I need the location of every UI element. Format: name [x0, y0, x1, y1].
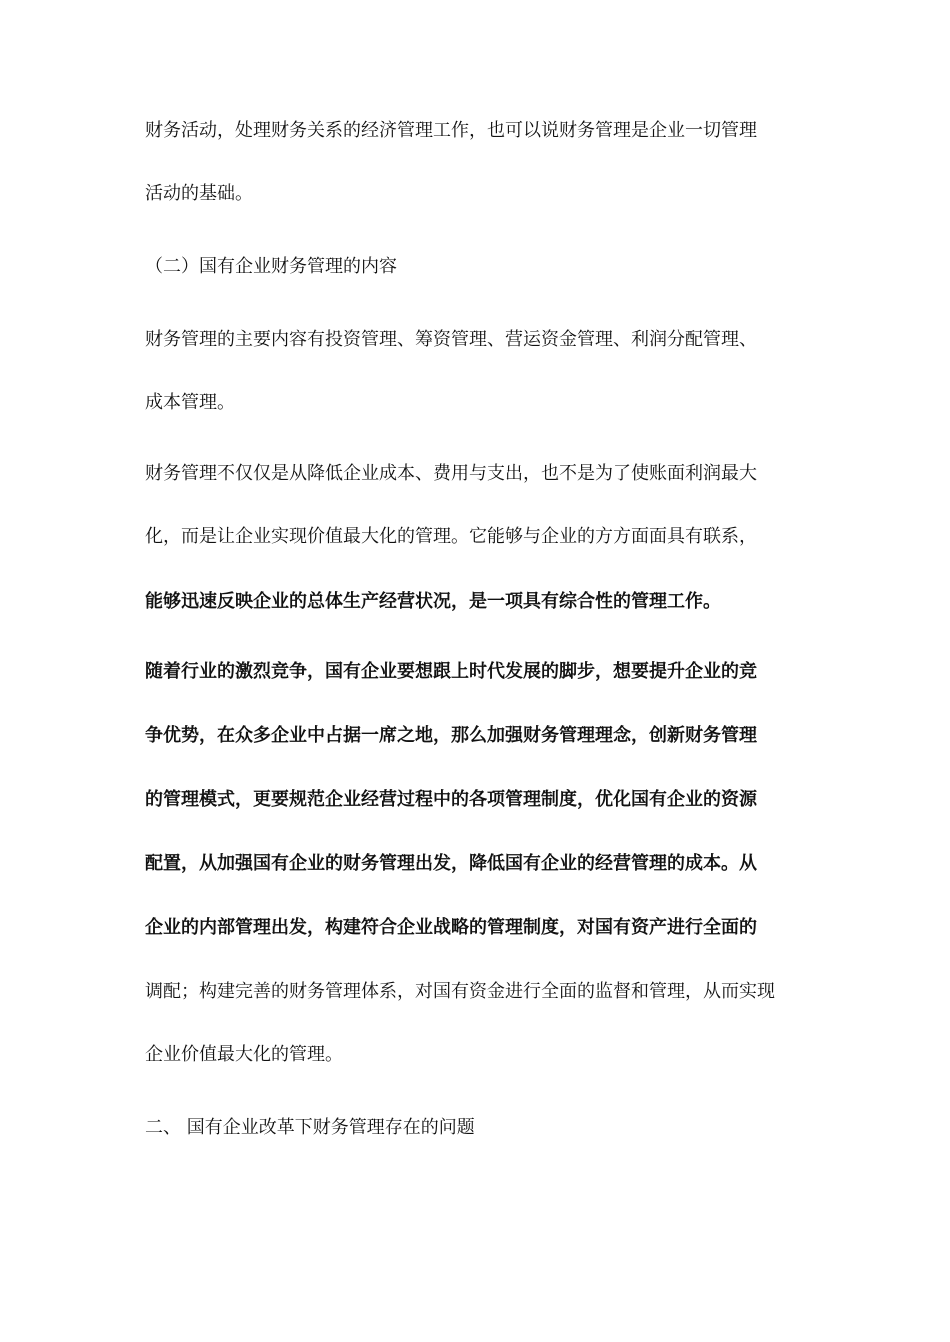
- body-text-line: 财务管理的主要内容有投资管理、筹资管理、营运资金管理、利润分配管理、: [145, 329, 757, 350]
- body-text-line: 财务活动，处理财务关系的经济管理工作，也可以说财务管理是企业一切管理: [145, 120, 757, 141]
- body-text-line: 成本管理。: [145, 392, 235, 413]
- bold-text-line: 配置，从加强国有企业的财务管理出发，降低国有企业的经营管理的成本。从: [145, 853, 757, 874]
- body-text-line: 活动的基础。: [145, 183, 253, 204]
- body-text-line: 化，而是让企业实现价值最大化的管理。它能够与企业的方方面面具有联系，: [145, 526, 757, 547]
- body-text-line: 财务管理不仅仅是从降低企业成本、费用与支出，也不是为了使账面利润最大: [145, 463, 757, 484]
- body-text-line: 企业价值最大化的管理。: [145, 1044, 343, 1065]
- body-text-line: 调配；构建完善的财务管理体系，对国有资金进行全面的监督和管理，从而实现: [145, 981, 775, 1002]
- bold-text-line: 争优势，在众多企业中占据一席之地，那么加强财务管理理念，创新财务管理: [145, 725, 757, 746]
- subsection-heading: （二）国有企业财务管理的内容: [145, 256, 397, 277]
- bold-text-line: 能够迅速反映企业的总体生产经营状况，是一项具有综合性的管理工作。: [145, 591, 721, 612]
- bold-text-line: 随着行业的激烈竞争，国有企业要想跟上时代发展的脚步，想要提升企业的竞: [145, 661, 757, 682]
- bold-text-line: 的管理模式，更要规范企业经营过程中的各项管理制度，优化国有企业的资源: [145, 789, 757, 810]
- bold-text-line: 企业的内部管理出发，构建符合企业战略的管理制度，对国有资产进行全面的: [145, 917, 757, 938]
- section-heading: 二、 国有企业改革下财务管理存在的问题: [145, 1117, 475, 1138]
